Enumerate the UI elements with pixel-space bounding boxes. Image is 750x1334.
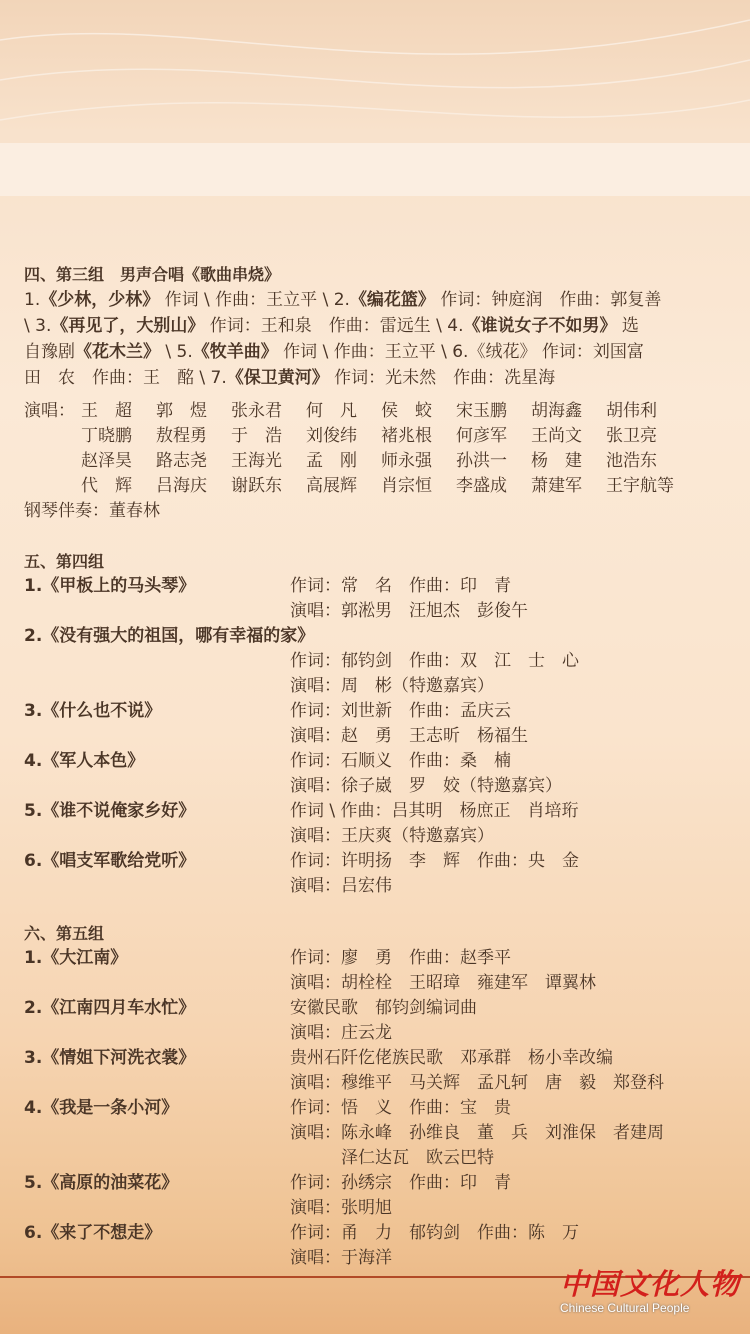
singer-name: 赵泽昊 [81, 451, 132, 471]
song-title: 《再见了，大别山》 [51, 316, 205, 336]
song-credit: 演唱：赵 勇 王志昕 杨福生 [290, 726, 528, 746]
singer-name: 孙洪一 [456, 451, 507, 471]
singer-name: 何 凡 [306, 401, 357, 421]
song-title: 2.《江南四月车水忙》 [24, 998, 196, 1018]
piano-accompanist: 钢琴伴奏：董春林 [24, 501, 160, 521]
title-band [0, 143, 750, 196]
singers-label: 演唱： [24, 401, 75, 421]
watermark-logo [560, 1262, 740, 1322]
medley-song-list [24, 287, 729, 391]
song-title: 5.《高原的油菜花》 [24, 1173, 179, 1193]
song-credit: 演唱：郭淞男 汪旭杰 彭俊午 [290, 601, 528, 621]
singer-name: 郭 煜 [156, 401, 207, 421]
song-item [24, 1171, 729, 1221]
song-row [24, 849, 729, 874]
song-title: 《少林，少林》 [40, 290, 160, 310]
singer-name: 王尚文 [531, 426, 582, 446]
song-item [24, 699, 729, 749]
logo-en: Chinese Cultural People [560, 1301, 690, 1315]
singer-name: 何彦军 [456, 426, 507, 446]
song-title: 《保卫黄河》 [226, 368, 329, 388]
singer-name: 张卫亮 [606, 426, 657, 446]
section-header: 五、第四组 [24, 552, 105, 571]
song-title: 4.《我是一条小河》 [24, 1098, 179, 1118]
section-group-4 [24, 549, 729, 899]
song-credit: 演唱：周 彬（特邀嘉宾） [290, 676, 494, 696]
singer-name: 王海光 [231, 451, 282, 471]
singer-name: 于 浩 [231, 426, 282, 446]
section-group-5 [24, 921, 729, 1271]
credit-text: 作词 \ 作曲：王立平 \ 2. [159, 290, 350, 310]
song-item [24, 574, 729, 624]
song-credit: 作词：常 名 作曲：印 青 [290, 576, 511, 596]
logo-cn: 中国文化人物 [560, 1267, 741, 1301]
song-list [24, 574, 729, 899]
singer-name: 池浩东 [606, 451, 657, 471]
medley-line [24, 365, 729, 391]
credit-text: 作词：光未然 作曲：冼星海 [328, 368, 556, 388]
song-row [24, 574, 729, 599]
section-group-3 [24, 262, 729, 524]
song-item [24, 749, 729, 799]
song-list [24, 946, 729, 1271]
section-header: 四、第三组 男声合唱《歌曲串烧》 [24, 265, 281, 284]
song-credit: 作词：石顺义 作曲：桑 楠 [290, 751, 511, 771]
decorative-swirl-header [0, 0, 750, 150]
song-title: 《谁说女子不如男》 [463, 316, 617, 336]
singers-label [24, 449, 81, 474]
singer-name: 刘俊纬 [306, 426, 357, 446]
singer-name: 代 辉 [81, 476, 132, 496]
song-credit: 贵州石阡仡佬族民歌 邓承群 杨小幸改编 [290, 1048, 613, 1068]
song-credit: 演唱：吕宏伟 [290, 876, 392, 896]
song-credit: 作词：许明扬 李 辉 作曲：央 金 [290, 851, 579, 871]
song-title: 1.《大江南》 [24, 948, 128, 968]
song-credit: 演唱：王庆爽（特邀嘉宾） [290, 826, 494, 846]
singer-name: 肖宗恒 [381, 476, 432, 496]
song-credit: 演唱：于海洋 [290, 1248, 392, 1268]
singer-name: 侯 蛟 [381, 401, 432, 421]
song-credit: 安徽民歌 郁钧剑编词曲 [290, 998, 477, 1018]
credit-text: 作词 \ 作曲：王立平 \ 6.《绒花》 作词：刘国富 [277, 342, 644, 362]
song-title: 《牧羊曲》 [192, 342, 278, 362]
song-title: 4.《军人本色》 [24, 751, 145, 771]
song-row [24, 1221, 729, 1246]
song-item [24, 996, 729, 1046]
singer-row [24, 474, 729, 499]
section-header: 六、第五组 [24, 924, 105, 943]
song-credit: 作词：廖 勇 作曲：赵季平 [290, 948, 511, 968]
credit-text: \ 5. [160, 342, 193, 362]
singer-name: 吕海庆 [156, 476, 207, 496]
song-row [24, 799, 729, 824]
song-row [24, 749, 729, 774]
song-title: 1.《甲板上的马头琴》 [24, 576, 196, 596]
singers-label [24, 474, 81, 499]
song-credit: 演唱：张明旭 [290, 1198, 392, 1218]
song-row [24, 1171, 729, 1196]
singers-label [24, 424, 81, 449]
song-title: 3.《情姐下河洗衣裳》 [24, 1048, 196, 1068]
credit-text: 作词：钟庭润 作曲：郭复善 [434, 290, 662, 310]
song-title: 《编花篮》 [349, 290, 435, 310]
singer-name: 孟 刚 [306, 451, 357, 471]
singer-name: 杨 建 [531, 451, 582, 471]
credit-text: 作词：王和泉 作曲：雷远生 \ 4. [204, 316, 464, 336]
singer-name: 路志尧 [156, 451, 207, 471]
singer-row [24, 449, 729, 474]
credit-text: 选 [616, 316, 639, 336]
credit-text: 自豫剧 [24, 342, 75, 362]
song-title: 2.《没有强大的祖国，哪有幸福的家》 [24, 626, 315, 646]
song-credit: 泽仁达瓦 欧云巴特 [290, 1148, 494, 1168]
medley-line [24, 313, 729, 339]
singer-name: 王 超 [81, 401, 132, 421]
song-row [24, 1046, 729, 1071]
program-list [24, 262, 729, 1271]
singer-name: 胡海鑫 [531, 401, 582, 421]
song-credit: 演唱：穆维平 马关辉 孟凡轲 唐 毅 郑登科 [290, 1073, 664, 1093]
singer-name: 胡伟利 [606, 401, 657, 421]
song-item [24, 624, 729, 699]
singer-name: 丁晓鹏 [81, 426, 132, 446]
medley-line [24, 287, 729, 313]
song-item [24, 1096, 729, 1171]
singer-name: 褚兆根 [381, 426, 432, 446]
singer-name: 高展辉 [306, 476, 357, 496]
singer-name: 谢跃东 [231, 476, 282, 496]
singer-name: 敖程勇 [156, 426, 207, 446]
song-row [24, 699, 729, 724]
singer-list [24, 399, 729, 499]
song-credit: 作词：甬 力 郁钧剑 作曲：陈 万 [290, 1223, 579, 1243]
song-row [24, 996, 729, 1021]
singer-name: 萧建军 [531, 476, 582, 496]
song-title: 5.《谁不说俺家乡好》 [24, 801, 196, 821]
singer-row [24, 424, 729, 449]
song-credit: 作词 \ 作曲：吕其明 杨庶正 肖培珩 [290, 801, 579, 821]
song-credit: 演唱：庄云龙 [290, 1023, 392, 1043]
credit-text: 1. [24, 290, 41, 310]
singer-name: 李盛成 [456, 476, 507, 496]
singer-row [24, 399, 729, 424]
song-credit: 作词：孙绣宗 作曲：印 青 [290, 1173, 511, 1193]
singer-name: 王宇航等 [606, 476, 674, 496]
song-credit: 作词：悟 义 作曲：宝 贵 [290, 1098, 511, 1118]
credit-text: 田 农 作曲：王 酩 \ 7. [24, 368, 227, 388]
song-credit: 作词：刘世新 作曲：孟庆云 [290, 701, 511, 721]
singer-name: 师永强 [381, 451, 432, 471]
song-title: 6.《唱支军歌给党听》 [24, 851, 196, 871]
song-item [24, 946, 729, 996]
song-credit: 演唱：陈永峰 孙维良 董 兵 刘淮保 者建周 [290, 1123, 664, 1143]
song-item [24, 1046, 729, 1096]
singer-name: 张永君 [231, 401, 282, 421]
song-item [24, 849, 729, 899]
medley-line [24, 339, 729, 365]
song-title: 《花木兰》 [75, 342, 160, 362]
song-row [24, 946, 729, 971]
singer-name: 宋玉鹏 [456, 401, 507, 421]
song-title: 3.《什么也不说》 [24, 701, 162, 721]
song-row [24, 1096, 729, 1121]
credit-text: \ 3. [24, 316, 52, 336]
song-item [24, 799, 729, 849]
song-title: 6.《来了不想走》 [24, 1223, 162, 1243]
song-credit: 作词：郁钧剑 作曲：双 江 士 心 [290, 651, 579, 671]
song-credit: 演唱：徐子崴 罗 姣（特邀嘉宾） [290, 776, 562, 796]
song-credit: 演唱：胡栓栓 王昭璋 雍建军 谭翼林 [290, 973, 596, 993]
